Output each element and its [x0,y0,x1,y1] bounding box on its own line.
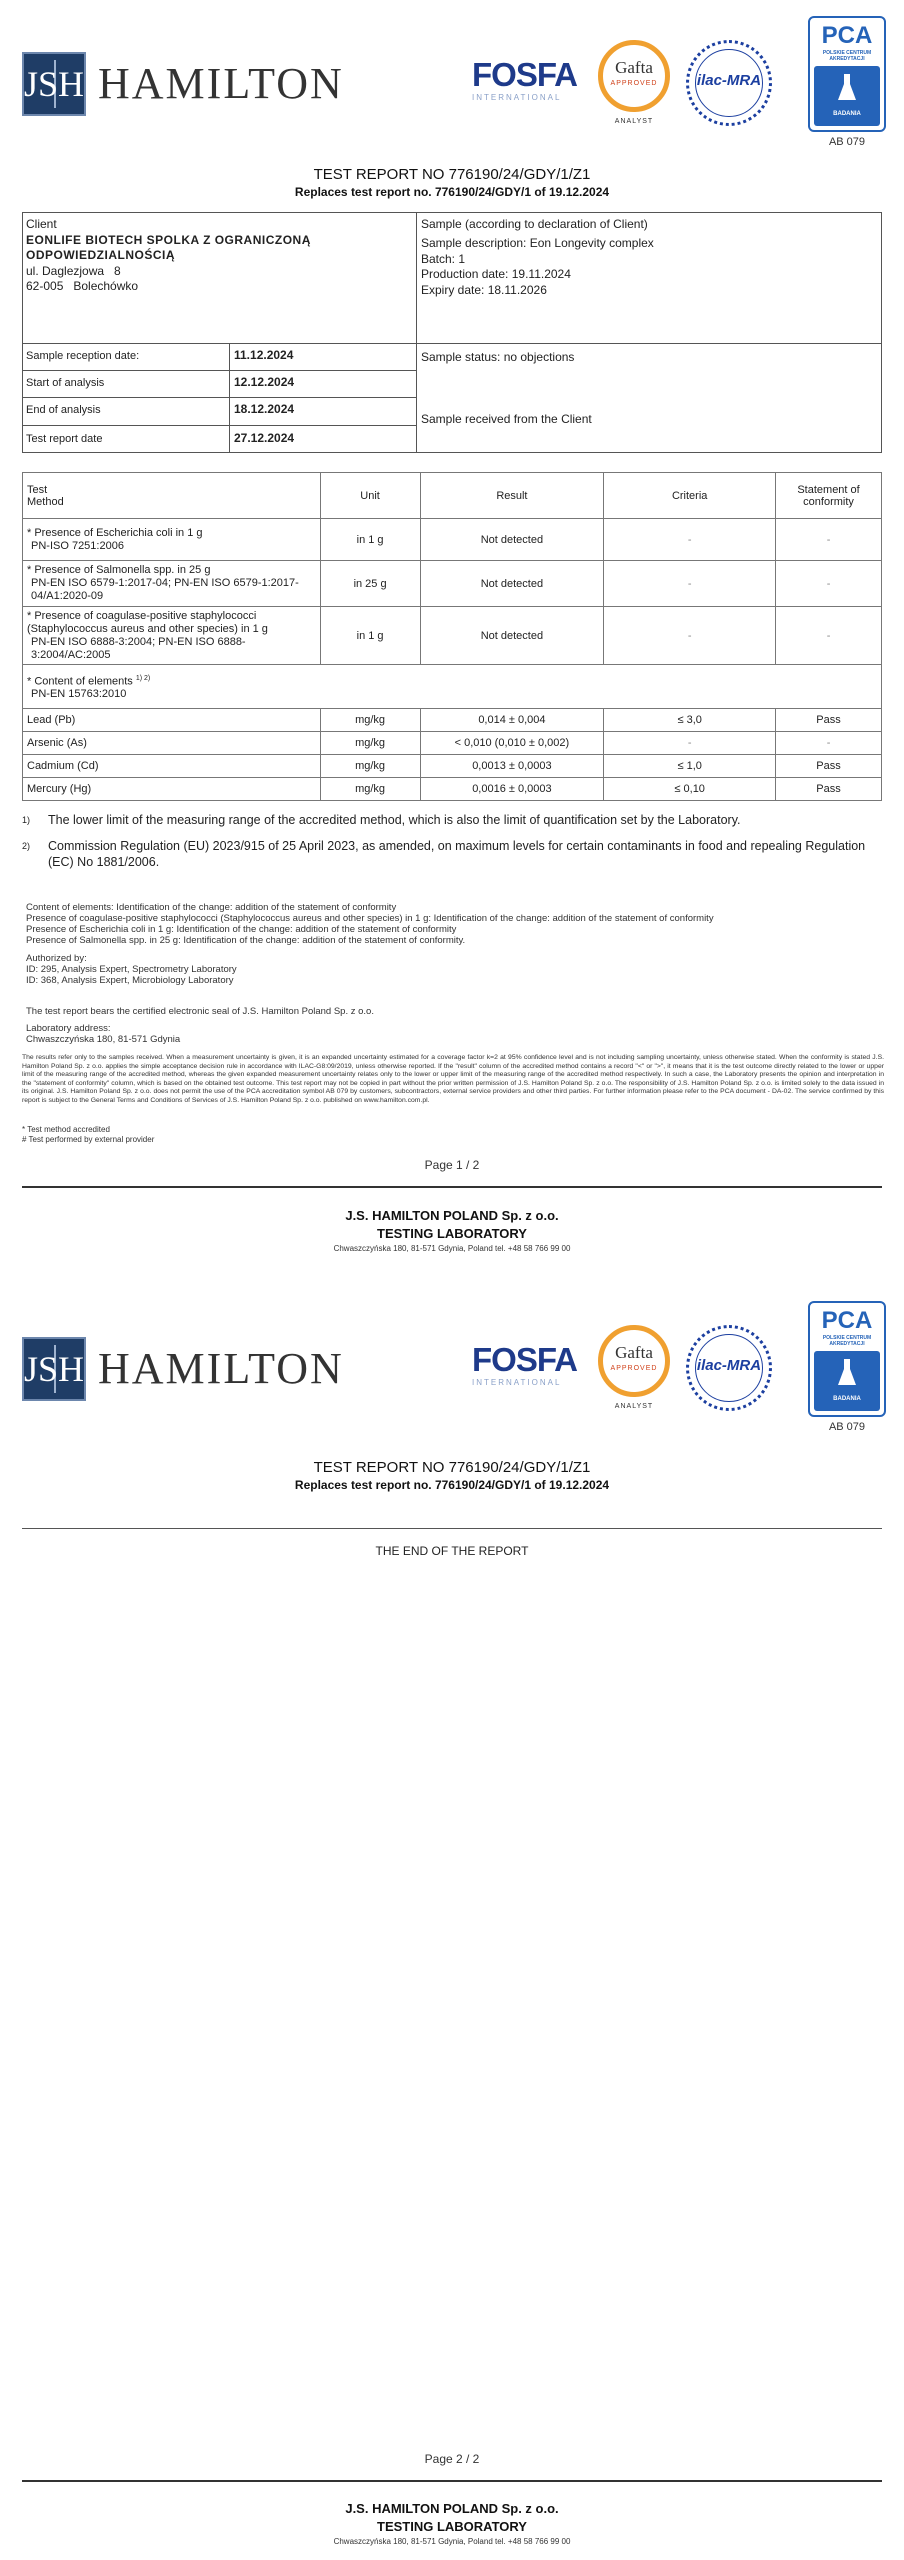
pca-name: PCA [821,1307,873,1334]
legend-external: # Test performed by external provider [22,1135,155,1144]
pca-number: AB 079 [828,1421,866,1433]
dates-rule-2 [22,397,416,398]
report-page-2 [0,1275,904,2560]
seal-note: The test report bears the certified electronic seal of J.S. Hamilton Poland Sp. z o.o. [26,1006,374,1017]
element-result: 0,0013 ± 0,0003 [420,755,604,778]
gafta-approved: APPROVED [610,1365,658,1372]
dates-rule-1 [22,370,416,371]
element-conformity: Pass [776,778,882,801]
page-number: Page 2 / 2 [424,2452,480,2466]
element-unit: mg/kg [320,709,420,732]
footer-company: J.S. HAMILTON POLAND Sp. z o.o. [345,1208,559,1223]
pca-number: AB 079 [828,136,866,148]
date-label-start: Start of analysis [26,377,105,389]
ilac-mra-logo [686,40,772,126]
pca-badge [814,1351,880,1411]
end-of-report: THE END OF THE REPORT [375,1544,529,1558]
disclaimer: The results refer only to the samples received. When a measurement uncertainty is given, it is an expanded uncertainty estimated for a coverage factor k=2 at 95% confidence level and is not including sampling uncertainty, unless otherwise stated. When the conformity is stated J.S. Hamilton Poland Sp. z o.o. applies the simple acceptance decision rule in accordance with ILAC-G8:09/2019, unless otherwise reported. If the "result" column of the accredited method contains a record "<" or ">", it means that it is the test outcome directly related to the lower or upper limit of the measuring range of the accredited method, whereas the given expanded measurement uncertainty relates only to the lower or upper limit of the measuring range of the accredited method respectively. In such a case, the Laboratory presents the opinion and interpretation in the "statement of conformity" column, which is based on the obtained test outcome. This test report may not be copied in part without the prior written permission of J.S. Hamilton Poland Sp. z o.o. The responsibility of J.S. Hamilton Poland Sp. z o.o. is limited solely to the data issued in its original. J.S. Hamilton Poland Sp. z o.o. does not permit the use of the PCA accreditation symbol AB 079 by customers, subcontractors, external service providers and other third parties. For further information please refer to the PCA document - DA-02. The service confirmed by this report is subject to the General Terms and Conditions of Services of J.S. Hamilton Poland Sp. z o.o. published on www.hamilton.com.pl. [22,1054,884,1104]
page-header [0,1285,904,1435]
row-test-cell [23,519,321,561]
authorized-line-2: ID: 368, Analysis Expert, Microbiology Laboratory [26,975,234,986]
elements-method: PN-EN 15763:2010 [31,688,127,701]
change-3: Presence of Escherichia coli in 1 g: Identification of the change: addition of the statement of conformity [26,924,457,935]
row-test-cell [23,561,321,607]
footer-rule [22,2480,882,2482]
element-unit: mg/kg [320,755,420,778]
element-unit: mg/kg [320,732,420,755]
hamilton-logo [22,1337,86,1401]
ilac-name: ilac-MRA [696,1357,762,1374]
fosfa-logo [472,58,590,104]
table-row [23,732,882,755]
authorized-line-1: ID: 295, Analysis Expert, Spectrometry Laboratory [26,964,237,975]
dates-rule-3 [22,425,416,426]
client-address-2: 62-005 Bolechówko [26,279,139,293]
row-conformity: - [776,519,882,561]
header-result: Result [420,473,604,519]
gafta-approved: APPROVED [610,80,658,87]
table-row [23,519,882,561]
hamilton-monogram: JSH [24,1349,85,1389]
sample-received: Sample received from the Client [421,412,592,426]
table-row [23,607,882,665]
date-label-end: End of analysis [26,404,101,416]
row-unit: in 25 g [320,561,420,607]
element-name: Cadmium (Cd) [23,755,321,778]
header-test: Test [27,483,48,496]
table-row [23,755,882,778]
element-result: < 0,010 (0,010 ± 0,002) [420,732,604,755]
gafta-logo [596,40,672,130]
row-criteria: - [604,519,776,561]
fosfa-logo [472,1343,590,1389]
pca-sub: POLSKIE CENTRUM AKREDYTACJI [822,50,872,62]
row-method: PN-ISO 7251:2006 [31,539,124,552]
row-conformity: - [776,607,882,665]
element-name: Arsenic (As) [23,732,321,755]
report-title: TEST REPORT NO 776190/24/GDY/1/Z1 [313,1459,591,1476]
flask-icon [838,1359,856,1387]
row-test-cell [23,607,321,665]
table-row [23,778,882,801]
end-rule [22,1528,882,1529]
footnote-1-num: 1) [22,815,31,825]
hamilton-wordmark: HAMILTON [98,59,344,108]
change-2: Presence of coagulase-positive staphylococci (Staphylococcus aureus and other species) in 1 g: Identification of the change: addition of the statement of conformity [26,913,714,924]
header-method: Method [27,495,64,508]
element-criteria: ≤ 3,0 [604,709,776,732]
row-method: PN-EN ISO 6579-1:2017-04; PN-EN ISO 6579-1:2017-04/A1:2020-09 [31,577,299,602]
row-conformity: - [776,561,882,607]
legend-accredited: * Test method accredited [22,1125,110,1134]
elements-heading-row [23,665,882,709]
row-test: * Presence of Escherichia coli in 1 g [27,526,203,539]
client-heading: Client [26,217,57,231]
row-unit: in 1 g [320,607,420,665]
row-result: Not detected [420,519,604,561]
row-criteria: - [604,561,776,607]
row-method: PN-EN ISO 6888-3:2004; PN-EN ISO 6888-3:2004/AC:2005 [31,635,246,661]
lab-address-line: Chwaszczyńska 180, 81-571 Gdynia [26,1034,181,1045]
sample-production: Production date: 19.11.2024 [421,267,571,281]
sample-batch: Batch: 1 [421,252,466,266]
row-test: * Presence of coagulase-positive staphylococci (Staphylococcus aureus and other species) in 1 g [27,609,268,635]
element-name: Mercury (Hg) [23,778,321,801]
gafta-name: Gafta [615,1343,653,1362]
flask-icon [838,74,856,102]
sample-status: Sample status: no objections [421,350,575,364]
pca-badge [814,66,880,126]
date-label-reception: Sample reception date: [26,350,140,362]
dates-divider [229,343,230,453]
element-result: 0,014 ± 0,004 [420,709,604,732]
box-divider [416,212,417,453]
client-name-2: ODPOWIEDZIALNOŚCIĄ [26,248,175,262]
elements-sup: 1) 2) [135,674,151,682]
fosfa-sub: INTERNATIONAL [472,93,562,102]
authorized-heading: Authorized by: [26,953,87,964]
sample-heading: Sample (according to declaration of Client) [421,217,648,231]
gafta-analyst: ANALYST [614,118,654,125]
footer-address: Chwaszczyńska 180, 81-571 Gdynia, Poland tel. +48 58 766 99 00 [333,1244,571,1253]
gafta-logo [596,1325,672,1415]
header-criteria: Criteria [604,473,776,519]
report-page-1 [0,0,904,1275]
box-rule [22,343,882,344]
fosfa-name: FOSFA [472,56,578,93]
row-result: Not detected [420,561,604,607]
results-table [22,472,882,801]
element-conformity: Pass [776,755,882,778]
row-test: * Presence of Salmonella spp. in 25 g [27,564,211,576]
elements-heading-cell [23,665,882,709]
fosfa-sub: INTERNATIONAL [472,1378,562,1387]
element-criteria: ≤ 1,0 [604,755,776,778]
sample-expiry: Expiry date: 18.11.2026 [421,283,547,297]
date-value-start: 12.12.2024 [234,375,295,389]
hamilton-wordmark: HAMILTON [98,1344,344,1393]
gafta-analyst: ANALYST [614,1403,654,1410]
element-name: Lead (Pb) [23,709,321,732]
change-1: Content of elements: Identification of the change: addition of the statement of conformity [26,902,397,913]
date-label-report: Test report date [26,433,103,445]
ilac-name: ilac-MRA [696,72,762,89]
footer-lab: TESTING LABORATORY [377,1226,527,1241]
element-unit: mg/kg [320,778,420,801]
hamilton-monogram: JSH [24,64,85,104]
element-result: 0,0016 ± 0,0003 [420,778,604,801]
element-criteria: ≤ 0,10 [604,778,776,801]
pca-sub: POLSKIE CENTRUM AKREDYTACJI [822,1335,872,1347]
footer-lab: TESTING LABORATORY [377,2519,527,2534]
date-value-report: 27.12.2024 [234,431,295,445]
fosfa-name: FOSFA [472,1341,578,1378]
table-row [23,561,882,607]
elements-heading: * Content of elements [27,675,133,688]
client-address-1: ul. Daglezjowa 8 [26,264,121,278]
page-header [0,0,904,150]
row-unit: in 1 g [320,519,420,561]
footer-rule [22,1186,882,1188]
header-unit: Unit [320,473,420,519]
pca-badania: BADANIA [833,1396,861,1402]
element-conformity: - [776,732,882,755]
pca-logo [808,16,886,132]
date-value-reception: 11.12.2024 [234,348,294,362]
report-replaces: Replaces test report no. 776190/24/GDY/1 of 19.12.2024 [294,1478,610,1492]
header-test-method [23,473,321,519]
row-result: Not detected [420,607,604,665]
pca-badania: BADANIA [833,111,861,117]
hamilton-logo [22,52,86,116]
element-conformity: Pass [776,709,882,732]
pca-name: PCA [821,22,873,49]
footer-company: J.S. HAMILTON POLAND Sp. z o.o. [345,2501,559,2516]
footnote-1-text: The lower limit of the measuring range of the accredited method, which is also the limit of quantification set by the Laboratory. [48,813,741,827]
client-name-1: EONLIFE BIOTECH SPOLKA Z OGRANICZONĄ [26,233,311,247]
page-number: Page 1 / 2 [424,1158,480,1172]
element-criteria: - [604,732,776,755]
header-conformity-1: Statement of [797,483,860,496]
gafta-name: Gafta [615,58,653,77]
footnote-2-text: Commission Regulation (EU) 2023/915 of 25 April 2023, as amended, on maximum levels for certain contaminants in food and repealing Regulation (EC) No 1881/2006. [48,839,866,869]
lab-address-heading: Laboratory address: [26,1023,111,1034]
footnote-2 [22,838,884,872]
row-criteria: - [604,607,776,665]
sample-description: Sample description: Eon Longevity complex [421,236,654,250]
ilac-mra-logo [686,1325,772,1411]
footnote-2-num: 2) [22,841,31,851]
pca-logo [808,1301,886,1417]
header-conformity [776,473,882,519]
results-header-row [23,473,882,519]
table-row [23,709,882,732]
report-title: TEST REPORT NO 776190/24/GDY/1/Z1 [313,166,591,183]
footnote-1 [22,812,884,830]
report-replaces: Replaces test report no. 776190/24/GDY/1 of 19.12.2024 [294,185,610,199]
footer-address: Chwaszczyńska 180, 81-571 Gdynia, Poland tel. +48 58 766 99 00 [333,2537,571,2546]
change-4: Presence of Salmonella spp. in 25 g: Identification of the change: addition of the statement of conformity. [26,935,466,946]
header-conformity-2: conformity [803,495,854,508]
date-value-end: 18.12.2024 [234,402,295,416]
